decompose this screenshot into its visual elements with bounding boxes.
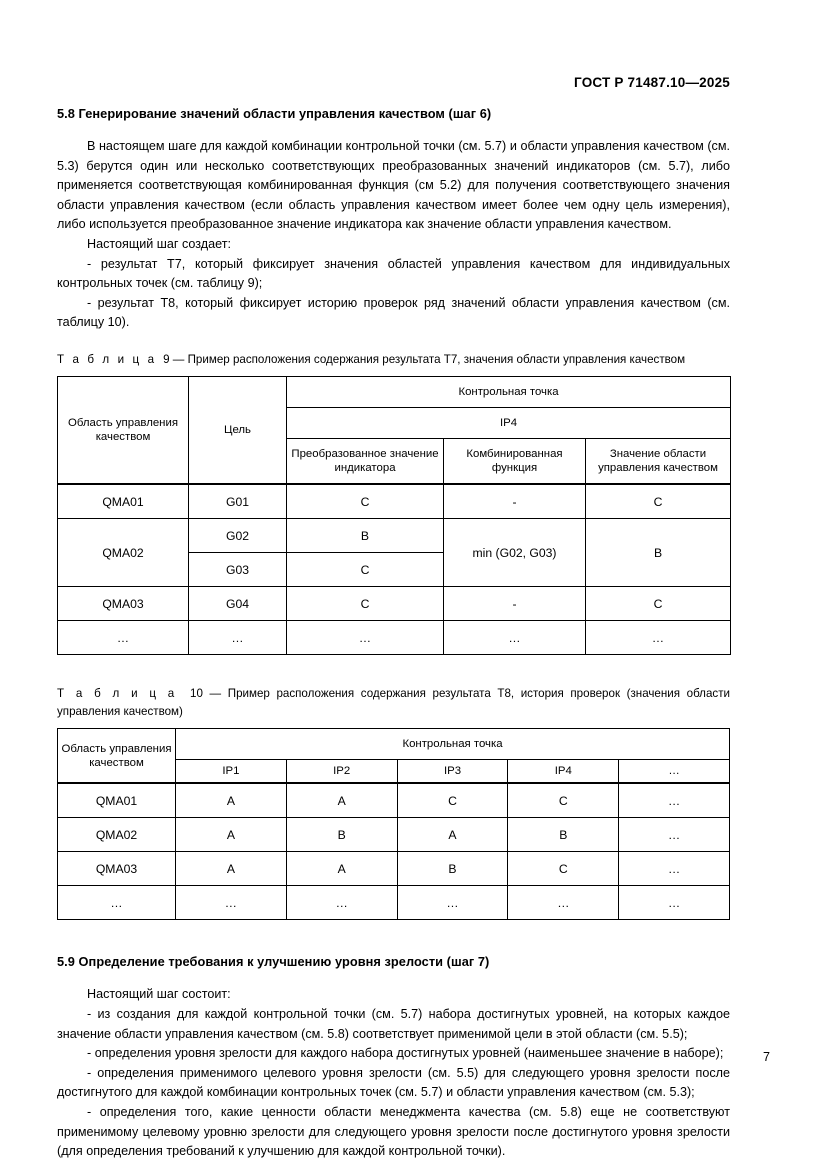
table-9-caption-number: 9 xyxy=(163,352,170,366)
table-row xyxy=(58,852,730,886)
table-9-caption xyxy=(57,351,730,369)
table-10-cell-more: … xyxy=(619,818,730,852)
table-9-cell-goal: G04 xyxy=(189,587,287,621)
table-9-cell-transformed: B xyxy=(287,519,444,553)
table-10-cell-ip4: B xyxy=(508,818,619,852)
table-10-cell-ip4: C xyxy=(508,852,619,886)
table-10-cell-area: QMA01 xyxy=(58,783,176,818)
table-10-caption xyxy=(57,685,730,720)
table-9-cell-area: … xyxy=(58,621,189,655)
table-row xyxy=(58,886,730,920)
table-9-header-row-1 xyxy=(58,377,731,408)
table-9-caption-text: — Пример расположения содержания результата Т7, значения области управления качеством xyxy=(172,352,686,366)
table-10-cell-ip1: A xyxy=(176,852,287,886)
table-9-header-area: Область управления качеством xyxy=(58,377,189,485)
table-9-cell-area: QMA01 xyxy=(58,484,189,519)
table-10-cell-area: QMA02 xyxy=(58,818,176,852)
table-10-header-ellipsis: … xyxy=(619,760,730,784)
table-9-cell-combined: min (G02, G03) xyxy=(444,519,586,587)
table-row xyxy=(58,818,730,852)
section-5-9-bullet-2: - определения уровня зрелости для каждого набора достигнутых уровней (наименьшее значение в наборе); xyxy=(87,1046,724,1061)
table-10-cell-more: … xyxy=(619,783,730,818)
table-10 xyxy=(57,728,730,920)
table-10-cell-ip2: A xyxy=(286,852,397,886)
table-9-header-goal: Цель xyxy=(189,377,287,485)
table-10-header-row-1 xyxy=(58,729,730,760)
table-10-cell-ip1: A xyxy=(176,818,287,852)
table-10-header-area: Область управления качеством xyxy=(58,729,176,784)
table-9-cell-goal: … xyxy=(189,621,287,655)
table-9-header-value: Значение области управления качеством xyxy=(586,439,731,485)
section-5-8-paragraph-2: Настоящий шаг создает: xyxy=(87,236,231,251)
section-5-9-bullet-4: - определения того, какие ценности области менеджмента качества (см. 5.8) еще не соответствуют применимому целевому уровню зрелости для следующего уровня зрелости после достигнутого уровня зрелости (для определения требований к улучшению для каждой контрольной точки). xyxy=(57,1105,730,1159)
table-9-cell-goal: G01 xyxy=(189,484,287,519)
table-10-cell-ip2: B xyxy=(286,818,397,852)
table-9-cell-goal: G03 xyxy=(189,553,287,587)
table-10-header-ip1: IP1 xyxy=(176,760,287,784)
table-9-cell-goal: G02 xyxy=(189,519,287,553)
table-9-cell-area: QMA02 xyxy=(58,519,189,587)
table-row xyxy=(58,519,731,553)
table-9-caption-label: Т а б л и ц а xyxy=(57,352,157,366)
table-9-cell-value: C xyxy=(586,484,731,519)
standard-identifier: ГОСТ Р 71487.10—2025 xyxy=(574,75,730,90)
table-10-cell-more: … xyxy=(619,852,730,886)
table-9-header-combined: Комбинированная функция xyxy=(444,439,586,485)
table-9-cell-value: … xyxy=(586,621,731,655)
table-10-cell-ip3: A xyxy=(397,818,508,852)
table-9-header-checkpoint-group: Контрольная точка xyxy=(287,377,731,408)
section-5-8-paragraph-1: В настоящем шаге для каждой комбинации контрольной точки (см. 5.7) и области управления качеством (см. 5.3) берутся один или несколько соответствующих преобразованных значений индикаторов (см. 5.7), либо применяется соответствующая комбинированная функция (см 5.2) для получения соответствующего значения области управления качеством (если область управления качеством имеет более чем одну цель измерения), либо используется преобразованное значение индикатора как значение области управления качеством. xyxy=(57,139,730,232)
table-9-cell-combined: - xyxy=(444,484,586,519)
page-number: 7 xyxy=(762,1050,770,1064)
table-10-cell-ip1: … xyxy=(176,886,287,920)
table-10-cell-ip4: C xyxy=(508,783,619,818)
table-9-cell-combined: … xyxy=(444,621,586,655)
table-10-header-ip4: IP4 xyxy=(508,760,619,784)
section-5-8-bullet-2: - результат Т8, который фиксирует историю проверок ряд значений области управления качеством (см. таблицу 10). xyxy=(57,295,730,330)
table-10-cell-area: QMA03 xyxy=(58,852,176,886)
table-10-header-ip2: IP2 xyxy=(286,760,397,784)
table-row xyxy=(58,621,731,655)
table-9-header-transformed: Преобразованное значение индикатора xyxy=(287,439,444,485)
table-9-cell-combined: - xyxy=(444,587,586,621)
table-9-cell-value: C xyxy=(586,587,731,621)
table-9-cell-transformed: … xyxy=(287,621,444,655)
table-10-cell-ip1: A xyxy=(176,783,287,818)
section-5-9-paragraph-1: Настоящий шаг состоит: xyxy=(87,987,231,1002)
table-10-cell-ip2: A xyxy=(286,783,397,818)
table-9-header-ip4-group: IP4 xyxy=(287,408,731,439)
table-row xyxy=(58,484,731,519)
section-5-9-heading: 5.9 Определение требования к улучшению уровня зрелости (шаг 7) xyxy=(57,954,490,970)
table-9 xyxy=(57,376,731,655)
table-9-cell-area: QMA03 xyxy=(58,587,189,621)
section-5-9-bullet-3: - определения применимого целевого уровня зрелости (см. 5.5) для следующего уровня зрелости после достигнутого для каждой комбинации контрольных точек (см. 5.7) и области управления качеством (см. 5.3); xyxy=(57,1065,730,1100)
table-10-header-checkpoint-group: Контрольная точка xyxy=(176,729,730,760)
section-5-8-bullet-1: - результат Т7, который фиксирует значения областей управления качеством для индивидуальных контрольных точек (см. таблицу 9); xyxy=(57,256,730,291)
table-10-caption-text: — Пример расположения содержания результата Т8, история проверок (значения области управления качеством) xyxy=(57,687,730,718)
table-10-cell-ip3: B xyxy=(397,852,508,886)
table-10-cell-ip2: … xyxy=(286,886,397,920)
table-9-cell-transformed: C xyxy=(287,484,444,519)
section-5-8-heading: 5.8 Генерирование значений области управления качеством (шаг 6) xyxy=(57,106,492,121)
table-row xyxy=(58,587,731,621)
page-content xyxy=(57,0,730,1162)
table-row xyxy=(58,783,730,818)
table-10-cell-ip3: C xyxy=(397,783,508,818)
table-10-cell-area: … xyxy=(58,886,176,920)
table-9-cell-transformed: C xyxy=(287,553,444,587)
table-10-caption-number: 10 xyxy=(190,687,203,701)
table-10-cell-more: … xyxy=(619,886,730,920)
table-9-cell-transformed: C xyxy=(287,587,444,621)
table-10-cell-ip4: … xyxy=(508,886,619,920)
section-5-9-bullet-1: - из создания для каждой контрольной точки (см. 5.7) набора достигнутых уровней, на которых каждое значение области управления качеством (см. 5.8) соответствует применимой цели в этой области (см. 5.5); xyxy=(57,1007,730,1041)
table-10-caption-label: Т а б л и ц а xyxy=(57,687,177,701)
table-10-cell-ip3: … xyxy=(397,886,508,920)
table-9-cell-value: B xyxy=(586,519,731,587)
table-10-header-ip3: IP3 xyxy=(397,760,508,784)
